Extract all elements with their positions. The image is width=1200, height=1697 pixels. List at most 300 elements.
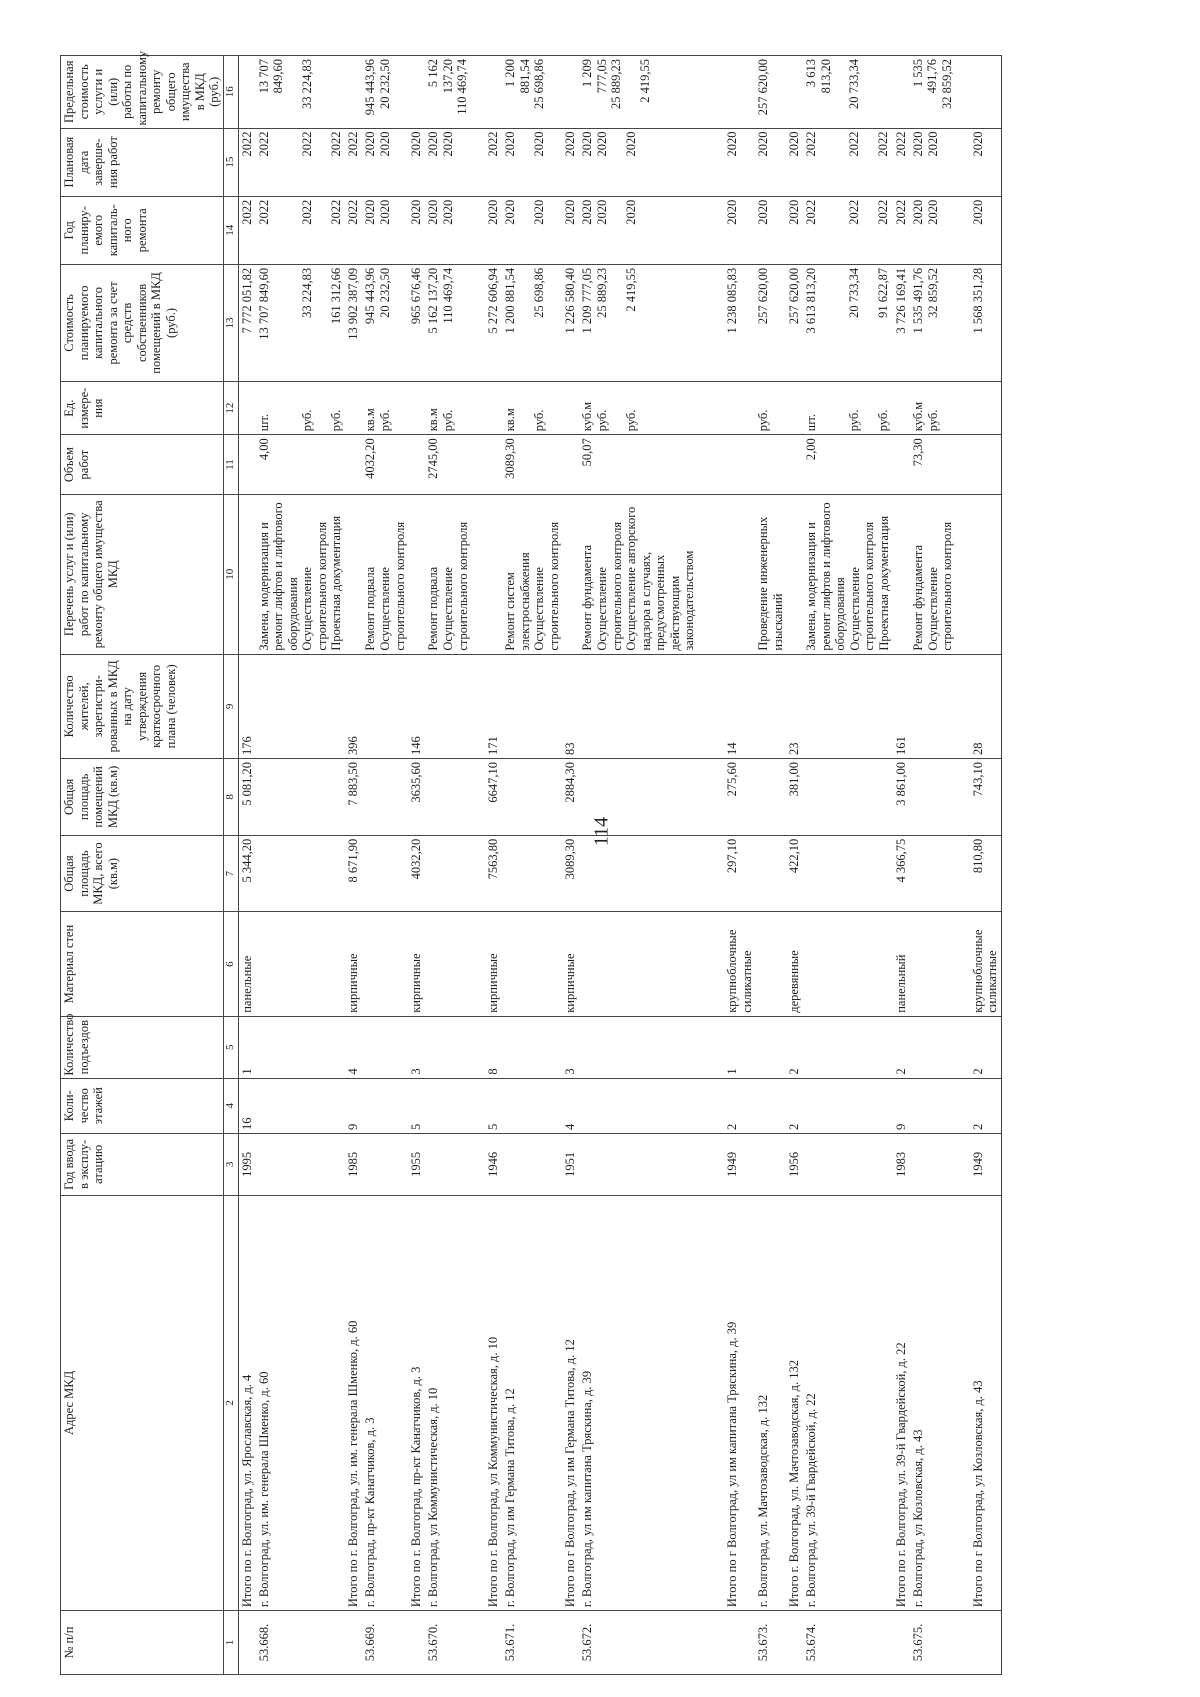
completion-date — [256, 128, 346, 196]
repair-cost — [562, 264, 579, 381]
cost-limit — [425, 56, 485, 129]
residents: 14 — [724, 654, 755, 758]
row-number: 53.674. — [803, 1611, 893, 1675]
unit — [238, 382, 256, 435]
total-area — [425, 835, 485, 912]
cost-limit — [910, 56, 970, 129]
year-built: 1956 — [786, 1133, 803, 1195]
row-number: 53.670. — [425, 1611, 485, 1675]
repair-cost-line: 2 419,55 — [624, 267, 638, 312]
work-item-line: Осуществление строительного контроля — [378, 521, 407, 651]
wall-material — [425, 912, 485, 1016]
repair-year-line: 2020 — [970, 199, 985, 225]
total-area: 422,10 — [786, 835, 803, 912]
cost-limit-line: 25 698,86 — [532, 59, 546, 109]
year-built — [755, 1133, 786, 1195]
repair-cost — [345, 264, 362, 381]
repair-year-line: 2020 — [503, 199, 517, 225]
unit — [893, 382, 910, 435]
row-number — [724, 1611, 755, 1675]
completion-date-line: 2020 — [563, 131, 577, 157]
unit — [755, 382, 786, 435]
work-volume — [562, 435, 579, 495]
work-volume — [970, 435, 1002, 495]
cost-limit — [408, 56, 425, 129]
repair-year — [362, 196, 408, 264]
repair-year — [345, 196, 362, 264]
year-built — [362, 1133, 408, 1195]
column-number: 4 — [223, 1078, 238, 1133]
completion-date — [579, 128, 724, 196]
repair-year — [755, 196, 786, 264]
completion-date-line: 2022 — [804, 131, 818, 157]
unit-line: шт. — [804, 413, 818, 432]
work-volume-line: 3089,30 — [503, 438, 517, 479]
completion-date-line: 2022 — [486, 131, 500, 157]
repair-cost-line: 13 902 387,09 — [346, 267, 360, 340]
header-cell: Материал стен — [61, 912, 224, 1016]
year-built — [256, 1133, 346, 1195]
repair-year-line: 2022 — [239, 199, 254, 225]
repair-year — [408, 196, 425, 264]
repair-cost-line: 5 272 606,94 — [486, 267, 500, 334]
row-number — [786, 1611, 803, 1675]
entrances — [803, 1016, 893, 1078]
header-cell: Стоимость планируемого капитального ремонта за счет средств собственников помещений в МКД (руб.) — [61, 264, 224, 381]
repair-year — [893, 196, 910, 264]
total-row — [724, 56, 755, 1675]
total-row — [893, 56, 910, 1675]
repair-cost — [256, 264, 346, 381]
completion-date-line: 2020 — [503, 131, 517, 157]
repair-cost-line: 25 698,86 — [532, 267, 546, 318]
total-area — [803, 835, 893, 912]
address: Итого по г Волгоград, ул им капитана Тряскина, д. 39 — [724, 1195, 755, 1610]
cost-limit — [485, 56, 502, 129]
cost-limit — [970, 56, 1002, 129]
repair-cost-line: 110 469,74 — [441, 267, 455, 324]
unit-line: руб. — [595, 409, 609, 432]
residents — [910, 654, 970, 758]
work-item-line: Осуществление строительного контроля — [532, 521, 561, 651]
work-item-line: Осуществление строительного контроля — [847, 521, 876, 651]
repair-year-line: 2020 — [756, 199, 770, 225]
repair-year — [970, 196, 1002, 264]
column-number: 16 — [223, 56, 238, 129]
residents — [755, 654, 786, 758]
column-number: 14 — [223, 196, 238, 264]
work-volume-line: 4032,20 — [363, 438, 377, 479]
work-volume-line — [756, 438, 785, 491]
header-cell: Количество подъездов — [61, 1016, 224, 1078]
residents: 161 — [893, 654, 910, 758]
completion-date-line: 2020 — [426, 131, 440, 157]
address: г. Волгоград, ул. им. генерала Шменко, д. 60 — [256, 1195, 346, 1610]
column-number: 11 — [223, 435, 238, 495]
unit-line: руб. — [328, 409, 343, 432]
completion-date-line: 2020 — [970, 131, 985, 157]
work-item — [256, 494, 346, 654]
row-number: 53.675. — [910, 1611, 970, 1675]
row-number: 53.668. — [256, 1611, 346, 1675]
cost-limit — [579, 56, 724, 129]
cost-limit-line: 5 162 137,20 — [426, 59, 455, 94]
row-number — [893, 1611, 910, 1675]
premises-area: 2884,30 — [562, 759, 579, 836]
cost-limit-line: 1 535 491,76 — [910, 59, 939, 94]
entrances: 1 — [724, 1016, 755, 1078]
repair-cost-line: 20 733,34 — [847, 267, 861, 318]
work-volume-line: 4,00 — [256, 438, 271, 461]
residents: 171 — [485, 654, 502, 758]
total-area: 3089,30 — [562, 835, 579, 912]
premises-area: 275,60 — [724, 759, 755, 836]
completion-date — [786, 128, 803, 196]
cost-limit — [502, 56, 562, 129]
cost-limit-line: 2 419,55 — [638, 59, 652, 103]
total-area — [256, 835, 346, 912]
unit — [485, 382, 502, 435]
work-volume — [256, 435, 346, 495]
year-built: 1995 — [238, 1133, 256, 1195]
residents — [579, 654, 724, 758]
repair-cost-line: 3 726 169,41 — [893, 267, 908, 334]
unit-line: руб. — [876, 409, 890, 432]
entrances: 4 — [345, 1016, 362, 1078]
repair-plan-table — [60, 50, 1002, 1675]
unit — [256, 382, 346, 435]
address: Итого по г. Волгоград, ул. Ярославская, д. 4 — [238, 1195, 256, 1610]
table-row — [502, 56, 562, 1675]
repair-year — [425, 196, 485, 264]
year-built: 1985 — [345, 1133, 362, 1195]
wall-material: кирпичные — [485, 912, 502, 1016]
premises-area: 3635,60 — [408, 759, 425, 836]
total-row — [408, 56, 425, 1675]
premises-area — [425, 759, 485, 836]
address: Итого г. Волгоград, ул. Мачтозаводская, д. 132 — [786, 1195, 803, 1610]
column-number: 10 — [223, 494, 238, 654]
header-cell: Ед. измере-ния — [61, 382, 224, 435]
address: Итого по г Волгоград, ул Козловская, д. 43 — [970, 1195, 1002, 1610]
entrances — [256, 1016, 346, 1078]
entrances — [910, 1016, 970, 1078]
repair-cost — [755, 264, 786, 381]
completion-date-line: 2020 — [363, 131, 377, 157]
cost-limit-line: 1 200 881,54 — [503, 59, 532, 94]
cost-limit-line — [329, 59, 344, 125]
repair-cost-line: 5 162 137,20 — [426, 267, 440, 334]
work-item-line: Осуществление строительного контроля — [595, 521, 624, 651]
repair-cost-line: 965 676,46 — [409, 267, 423, 325]
repair-year-line: 2020 — [563, 199, 577, 225]
unit-line: кв.м — [363, 408, 377, 432]
completion-date — [425, 128, 485, 196]
repair-year-line: 2020 — [725, 199, 739, 225]
repair-year-line: 2020 — [595, 199, 609, 225]
address: Итого по г. Волгоград, пр-кт Канатчиков, д. 3 — [408, 1195, 425, 1610]
row-number — [970, 1611, 1002, 1675]
repair-cost — [579, 264, 724, 381]
repair-year-line: 2022 — [847, 199, 861, 225]
unit — [425, 382, 485, 435]
completion-date-line: 2020 — [756, 131, 770, 157]
floors — [755, 1078, 786, 1133]
cost-limit-line: 1 209 777,05 — [580, 59, 609, 94]
repair-cost-line: 13 707 849,60 — [256, 267, 271, 340]
repair-cost — [425, 264, 485, 381]
column-number: 13 — [223, 264, 238, 381]
floors: 2 — [724, 1078, 755, 1133]
premises-area — [910, 759, 970, 836]
unit — [408, 382, 425, 435]
repair-year-line: 2022 — [346, 199, 360, 225]
address: г. Волгоград, ул. 39-й Гвардейской, д. 22 — [803, 1195, 893, 1610]
total-row — [562, 56, 579, 1675]
repair-year-line: 2022 — [804, 199, 818, 225]
repair-cost-line: 257 620,00 — [756, 267, 770, 325]
work-volume — [786, 435, 803, 495]
repair-year-line: 2020 — [486, 199, 500, 225]
header-cell: Адрес МКД — [61, 1195, 224, 1610]
wall-material — [579, 912, 724, 1016]
wall-material — [910, 912, 970, 1016]
address: Итого по г. Волгоград, ул. 39-й Гвардейской, д. 22 — [893, 1195, 910, 1610]
cost-limit-line: 20 733,34 — [847, 59, 861, 109]
premises-area — [803, 759, 893, 836]
cost-limit — [362, 56, 408, 129]
wall-material: кирпичные — [345, 912, 362, 1016]
address: г. Волгоград, ул Козловская, д. 43 — [910, 1195, 970, 1610]
repair-year — [502, 196, 562, 264]
repair-year-line: 2020 — [532, 199, 546, 225]
work-item — [345, 494, 362, 654]
completion-date — [362, 128, 408, 196]
work-item-line: Ремонт фундамента — [580, 544, 594, 651]
entrances — [502, 1016, 562, 1078]
cost-limit — [345, 56, 362, 129]
completion-date-line: 2020 — [409, 131, 423, 157]
total-area: 7563,80 — [485, 835, 502, 912]
column-number: 15 — [223, 128, 238, 196]
premises-area — [502, 759, 562, 836]
repair-cost-line: 25 889,23 — [595, 267, 609, 318]
work-item — [910, 494, 970, 654]
cost-limit-line: 110 469,74 — [455, 59, 469, 115]
residents: 396 — [345, 654, 362, 758]
floors: 9 — [893, 1078, 910, 1133]
repair-year-line: 2020 — [925, 199, 940, 225]
premises-area — [256, 759, 346, 836]
column-number: 12 — [223, 382, 238, 435]
residents — [362, 654, 408, 758]
floors — [502, 1078, 562, 1133]
header-cell: Общая площадь МКД, всего (кв.м) — [61, 835, 224, 912]
year-built: 1955 — [408, 1133, 425, 1195]
total-area: 4 366,75 — [893, 835, 910, 912]
floors: 5 — [408, 1078, 425, 1133]
completion-date — [724, 128, 755, 196]
total-area: 297,10 — [724, 835, 755, 912]
completion-date-line: 2020 — [925, 131, 940, 157]
work-item — [803, 494, 893, 654]
table-body — [238, 56, 1001, 1675]
repair-cost-line: 257 620,00 — [787, 267, 801, 325]
total-area: 5 344,20 — [238, 835, 256, 912]
year-built: 1983 — [893, 1133, 910, 1195]
header-cell: Количество жителей, зарегистри-рованных в МКД на дату утверждения краткосрочного плана (человек) — [61, 654, 224, 758]
unit-line: руб. — [299, 409, 314, 432]
work-item — [893, 494, 910, 654]
completion-date-line: 2022 — [847, 131, 861, 157]
table-row — [910, 56, 970, 1675]
cost-limit-line: 25 889,23 — [609, 59, 623, 109]
row-number: 53.671. — [502, 1611, 562, 1675]
column-number: 7 — [223, 835, 238, 912]
repair-cost — [970, 264, 1002, 381]
column-number: 8 — [223, 759, 238, 836]
wall-material — [502, 912, 562, 1016]
completion-date-line: 2020 — [725, 131, 739, 157]
work-volume — [803, 435, 893, 495]
row-number — [485, 1611, 502, 1675]
repair-year — [724, 196, 755, 264]
repair-year-line: 2020 — [409, 199, 423, 225]
unit — [362, 382, 408, 435]
work-volume-line: 50,07 — [580, 438, 594, 467]
year-built — [502, 1133, 562, 1195]
row-number — [238, 1611, 256, 1675]
work-item — [425, 494, 485, 654]
wall-material — [755, 912, 786, 1016]
completion-date-line: 2020 — [787, 131, 801, 157]
cost-limit-line: 945 443,96 — [363, 59, 377, 116]
total-area: 8 671,90 — [345, 835, 362, 912]
unit — [562, 382, 579, 435]
premises-area: 6647,10 — [485, 759, 502, 836]
work-volume-line — [378, 438, 407, 491]
unit-line: руб. — [925, 409, 940, 432]
residents — [425, 654, 485, 758]
table-row — [803, 56, 893, 1675]
residents — [256, 654, 346, 758]
cost-limit — [238, 56, 256, 129]
repair-cost — [803, 264, 893, 381]
unit-line: куб.м — [910, 401, 925, 432]
completion-date-line: 2020 — [532, 131, 546, 157]
column-number: 9 — [223, 654, 238, 758]
row-number — [562, 1611, 579, 1675]
address: Итого по г. Волгоград, ул Коммунистическая, д. 10 — [485, 1195, 502, 1610]
completion-date-line: 2022 — [346, 131, 360, 157]
residents — [803, 654, 893, 758]
work-volume — [425, 435, 485, 495]
column-number: 5 — [223, 1016, 238, 1078]
repair-cost-line: 1 226 580,40 — [563, 267, 577, 334]
year-built: 1951 — [562, 1133, 579, 1195]
unit-line: руб. — [847, 409, 861, 432]
total-row — [485, 56, 502, 1675]
completion-date-line: 2020 — [441, 131, 455, 157]
premises-area — [755, 759, 786, 836]
premises-area — [362, 759, 408, 836]
total-row — [345, 56, 362, 1675]
repair-year-line: 2020 — [426, 199, 440, 225]
repair-cost — [238, 264, 256, 381]
repair-cost — [910, 264, 970, 381]
total-area — [502, 835, 562, 912]
wall-material: деревянные — [786, 912, 803, 1016]
completion-date-line: 2022 — [239, 131, 254, 157]
cost-limit-line: 32 859,52 — [939, 59, 954, 109]
repair-year-line: 2022 — [328, 199, 343, 225]
repair-cost-line: 32 859,52 — [925, 267, 940, 318]
header-cell: Общая площадь помещений МКД (кв.м) — [61, 759, 224, 836]
work-item — [485, 494, 502, 654]
unit-line: руб. — [441, 409, 455, 432]
table-row — [256, 56, 346, 1675]
work-volume — [579, 435, 724, 495]
address: г. Волгоград, ул Коммунистическая, д. 10 — [425, 1195, 485, 1610]
cost-limit — [755, 56, 786, 129]
column-number: 2 — [223, 1195, 238, 1610]
repair-year-line: 2020 — [624, 199, 638, 225]
unit-line: кв.м — [426, 408, 440, 432]
row-number — [345, 1611, 362, 1675]
cost-limit-line: 13 707 849,60 — [256, 59, 285, 94]
rotated-table-container — [60, 50, 1200, 1675]
work-item — [970, 494, 1002, 654]
completion-date — [755, 128, 786, 196]
repair-cost-line: 91 622,87 — [876, 267, 890, 318]
work-volume-line — [847, 438, 876, 491]
work-item — [562, 494, 579, 654]
premises-area — [579, 759, 724, 836]
total-row — [970, 56, 1002, 1675]
completion-date — [562, 128, 579, 196]
repair-year — [256, 196, 346, 264]
work-item-line: Ремонт систем электроснабжения — [503, 552, 532, 651]
residents: 83 — [562, 654, 579, 758]
wall-material — [803, 912, 893, 1016]
repair-year-line: 2022 — [256, 199, 271, 225]
unit — [724, 382, 755, 435]
residents: 146 — [408, 654, 425, 758]
work-volume — [755, 435, 786, 495]
entrances — [579, 1016, 724, 1078]
unit-line: руб. — [532, 409, 546, 432]
cost-limit — [786, 56, 803, 129]
work-volume-line — [595, 438, 624, 491]
floors — [256, 1078, 346, 1133]
work-item-line: Осуществление строительного контроля — [441, 521, 470, 651]
completion-date — [502, 128, 562, 196]
unit — [786, 382, 803, 435]
header-row — [61, 56, 224, 1675]
completion-date-line: 2022 — [256, 131, 271, 157]
floors — [579, 1078, 724, 1133]
work-item — [724, 494, 755, 654]
header-cell: Год ввода в эксплу-атацию — [61, 1133, 224, 1195]
cost-limit — [893, 56, 910, 129]
repair-cost-line: 20 232,50 — [378, 267, 392, 318]
repair-cost — [362, 264, 408, 381]
floors — [425, 1078, 485, 1133]
repair-year — [803, 196, 893, 264]
completion-date — [345, 128, 362, 196]
cost-limit-line — [876, 59, 891, 125]
repair-cost-line: 33 224,83 — [299, 267, 314, 318]
